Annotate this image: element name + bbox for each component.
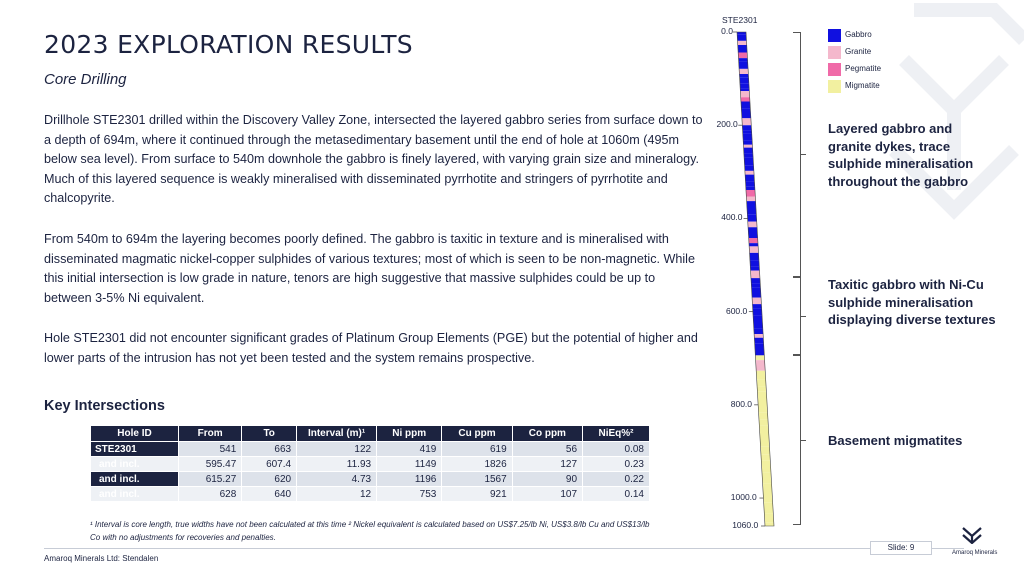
table-footnote: ¹ Interval is core length, true widths have not been calculated at this time ² Nickel equivalent is calculated based on US$7.25/lb Ni, US$3.8/lb Cu and US$13/lb Co with no adjustments for recoveries and penalties. [90, 520, 650, 542]
lithology-interval [738, 45, 747, 52]
lithology-interval [741, 109, 750, 115]
lithology-interval [750, 266, 759, 270]
lithology-interval [754, 328, 763, 334]
lithology-interval [739, 62, 748, 69]
table-cell: 0.23 [583, 457, 650, 472]
lithology-interval [742, 114, 751, 118]
legend-swatch [828, 29, 841, 42]
lithology-interval [747, 214, 756, 221]
table-cell: 12 [297, 487, 377, 502]
lithology-interval [756, 371, 766, 380]
table-header-row [91, 426, 650, 442]
lithology-interval [761, 455, 770, 461]
lithology-interval [758, 403, 768, 412]
table-cell: 615.27 [179, 472, 242, 487]
lithology-interval [743, 134, 752, 141]
lithology-interval [748, 227, 757, 231]
brace-tick [800, 316, 806, 317]
lithology-interval [764, 503, 774, 514]
table-cell: 11.93 [297, 457, 377, 472]
lithology-interval [757, 387, 766, 392]
drillhole-name: STE2301 [722, 15, 758, 25]
lithology-interval [745, 182, 754, 187]
paragraph-3: Hole STE2301 did not encounter significant grades of Platinum Group Elements (PGE) but the potential of higher and lower parts of the intrusion has not yet been tested and the system remains prospective. [44, 331, 698, 365]
table-cell: and incl. [91, 457, 179, 472]
lithology-interval [737, 35, 746, 41]
depth-label: 1060.0 [732, 520, 759, 530]
depth-label: 600.0 [725, 305, 748, 316]
lithology-interval [738, 53, 747, 59]
table-cell: 595.47 [179, 457, 242, 472]
column-header: Hole ID [91, 426, 179, 442]
column-header: From [179, 426, 242, 442]
legend-swatch [828, 46, 841, 59]
table-cell: 1567 [442, 472, 512, 487]
table-cell: 90 [512, 472, 582, 487]
depth-label: 1000.0 [730, 492, 757, 503]
table-cell: 753 [377, 487, 442, 502]
table-cell: 640 [242, 487, 297, 502]
lithology-interval [747, 210, 756, 214]
lithology-interval [757, 392, 767, 403]
table-cell: 1196 [377, 472, 442, 487]
lithology-interval [741, 101, 750, 108]
table-cell: 0.14 [583, 487, 650, 502]
lithology-interval [746, 187, 755, 190]
lithology-interval [757, 380, 766, 387]
table-cell: 0.08 [583, 442, 650, 457]
lithology-interval [739, 69, 748, 74]
lithology-interval [755, 344, 764, 348]
lithology-interval [750, 258, 759, 261]
footer-company: Amaroq Minerals Ltd: Stendalen [44, 554, 159, 563]
lithology-interval [746, 197, 755, 202]
intersections-table [90, 425, 650, 502]
lithology-interval [745, 171, 754, 175]
brace-tick [800, 440, 806, 441]
legend-label: Gabbro [845, 30, 872, 39]
lithology-interval [753, 309, 762, 316]
page-title: 2023 EXPLORATION RESULTS [44, 30, 413, 59]
lithology-interval [763, 492, 772, 499]
lithology-interval [761, 447, 770, 455]
depth-label: 800.0 [730, 398, 753, 409]
table-row [91, 472, 650, 487]
table-cell: 419 [377, 442, 442, 457]
table-row [91, 442, 650, 457]
lithology-interval [751, 271, 760, 278]
table-cell: 1826 [442, 457, 512, 472]
legend-label: Pegmatite [845, 64, 882, 73]
unit-label-taxitic: Taxitic gabbro with Ni-Cu sulphide mineralisation displaying diverse textures [828, 277, 996, 327]
table-cell: 0.22 [583, 472, 650, 487]
lithology-interval [765, 522, 774, 526]
brace-tick [800, 154, 806, 155]
lithology-interval [742, 118, 751, 125]
lithology-interval [752, 298, 761, 305]
lithology-interval [744, 154, 753, 158]
legend-swatch [828, 63, 841, 76]
lithology-interval [738, 58, 747, 62]
depth-label: 0.0 [721, 26, 733, 36]
lithology-interval [763, 498, 772, 503]
table-cell: 921 [442, 487, 512, 502]
table-cell: and incl. [91, 472, 179, 487]
slide-number: Slide: 9 [870, 541, 932, 555]
lithology-interval [754, 338, 763, 344]
lithology-interval [749, 246, 758, 253]
column-header: Ni ppm [377, 426, 442, 442]
lithology-interval [743, 130, 752, 133]
legend-label: Granite [845, 47, 872, 56]
lithology-interval [747, 204, 756, 210]
lithology-interval [764, 513, 774, 522]
unit-label-layered: Layered gabbro and granite dykes, trace sulphide mineralisation throughout the gabbro [828, 121, 974, 189]
lithology-interval [759, 420, 768, 426]
lithology-interval [762, 473, 772, 483]
table-cell: 620 [242, 472, 297, 487]
lithology-interval [743, 140, 752, 145]
lithology-interval [754, 334, 763, 338]
lithology-interval [745, 175, 754, 182]
table-cell: 619 [442, 442, 512, 457]
lithology-interval [739, 74, 748, 77]
lithology-interval [760, 437, 770, 447]
lithology-interval [763, 483, 772, 491]
footer-divider [44, 548, 964, 549]
column-header: Co ppm [512, 426, 582, 442]
column-header: Interval (m)¹ [297, 426, 377, 442]
table-cell: 1149 [377, 457, 442, 472]
table-cell: 607.4 [242, 457, 297, 472]
lithology-interval [753, 321, 762, 328]
key-intersections-title: Key Intersections [44, 398, 165, 414]
lithology-interval [748, 231, 757, 238]
table-row [91, 487, 650, 502]
depth-label: 400.0 [721, 212, 743, 223]
table-cell: and incl. [91, 487, 179, 502]
lithology-interval [752, 293, 761, 297]
logo-text: Amaroq Minerals [952, 550, 998, 556]
table-row [91, 457, 650, 472]
lithology-interval [746, 190, 755, 197]
lithology-interval [761, 461, 771, 473]
lithology-interval [751, 284, 760, 288]
table-cell: 122 [297, 442, 377, 457]
column-header: NiEq%² [583, 426, 650, 442]
lithology-interval [755, 355, 764, 360]
lithology-interval [744, 148, 753, 154]
table-cell: 107 [512, 487, 582, 502]
table-cell: 4.73 [297, 472, 377, 487]
lithology-interval [748, 222, 757, 228]
table-cell: 628 [179, 487, 242, 502]
lithology-interval [740, 91, 749, 97]
lithology-interval [740, 77, 749, 84]
lithology-interval [744, 158, 753, 165]
amaroq-logo-icon [961, 526, 983, 544]
lithology-interval [741, 97, 750, 101]
lithology-interval [759, 425, 769, 437]
lithology-interval [755, 354, 764, 355]
unit-label-basement: Basement migmatites [828, 433, 963, 448]
legend-swatch [828, 80, 841, 93]
lithology-interval [740, 88, 749, 91]
lithology-interval [750, 260, 759, 266]
column-header: To [242, 426, 297, 442]
depth-label: 200.0 [716, 119, 738, 130]
lithology-interval [755, 348, 764, 355]
table-cell: 56 [512, 442, 582, 457]
table-cell: STE2301 [91, 442, 179, 457]
table-cell: 541 [179, 442, 242, 457]
company-logo [952, 526, 998, 560]
lithology-interval [753, 316, 762, 321]
lithology-interval [747, 201, 756, 204]
lithology-interval [742, 125, 751, 130]
table-cell: 663 [242, 442, 297, 457]
paragraph-1: Drillhole STE2301 drilled within the Discovery Valley Zone, intersected the layered gabbro series from surface down to a depth of 694m, where it continued through the metasedimentary basement until the end of hole at 1060m (495m below sea level). From surface to 540m downhole the gabbro is finely layered, with varying grain size and mineralogy. Much of this layered sequence is weakly mineralised with disseminated pyrrhotite and stringers of pyrrhotite and chalcopyrite. [44, 113, 703, 206]
lithology-interval [751, 278, 760, 284]
lithology-interval [751, 287, 760, 293]
lithology-interval [737, 32, 746, 35]
column-header: Cu ppm [442, 426, 512, 442]
lithology-interval [749, 238, 758, 243]
table-cell: 127 [512, 457, 582, 472]
lithology-interval [759, 412, 768, 419]
paragraph-2: From 540m to 694m the layering becomes poorly defined. The gabbro is taxitic in texture and is mineralised with disseminated magmatic nickel-copper sulphides of various textures; most of which is seen to be non-magnetic. While this initial intersection is low grade in nature, tenors are high suggestive that massive sulphides could be up to between 3-5% Ni equivalent. [44, 232, 695, 305]
legend-label: Migmatite [845, 81, 880, 90]
lithology-interval [756, 360, 766, 371]
lithology-interval [740, 84, 749, 89]
page-subtitle: Core Drilling [44, 71, 127, 88]
lithology-interval [745, 165, 754, 171]
lithology-interval [750, 253, 759, 258]
lithology-interval [738, 41, 747, 45]
lithology-interval [743, 145, 752, 148]
lithology-interval [749, 243, 758, 246]
lithology-interval [752, 304, 761, 309]
